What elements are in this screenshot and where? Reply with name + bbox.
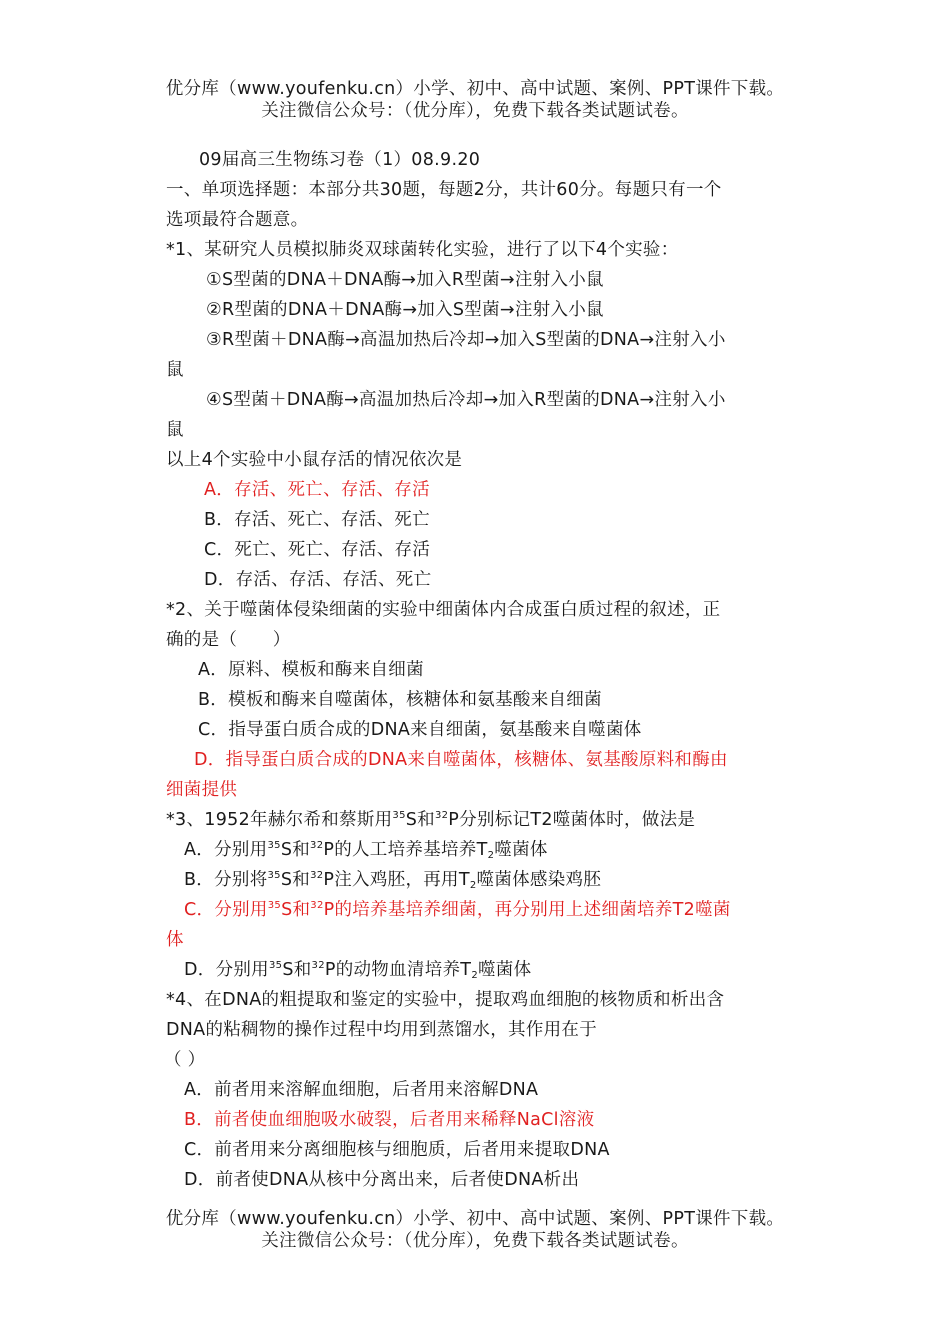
q1-option-d: D．存活、存活、存活、死亡: [204, 570, 432, 590]
q1-experiment-3-cont: 鼠: [166, 360, 184, 380]
q1-experiment-4: ④S型菌＋DNA酶→高温加热后冷却→加入R型菌的DNA→注射入小: [206, 390, 726, 410]
q2-option-d-answer: D．指导蛋白质合成的DNA来自噬菌体，核糖体、氨基酸原料和酶由: [194, 750, 728, 770]
q1-experiment-4-cont: 鼠: [166, 420, 184, 440]
section-heading-line-2: 选项最符合题意。: [166, 210, 309, 230]
header-banner-line-2: 关注微信公众号：（优分库），免费下载各类试题试卷。: [261, 101, 689, 121]
footer-banner-line-2: 关注微信公众号：（优分库），免费下载各类试题试卷。: [261, 1231, 689, 1251]
q4-stem: *4、在DNA的粗提取和鉴定的实验中，提取鸡血细胞的核物质和析出含: [166, 990, 725, 1010]
q1-option-c: C．死亡、死亡、存活、存活: [204, 540, 431, 560]
q1-option-a-answer: A．存活、死亡、存活、存活: [204, 480, 430, 500]
footer-banner-line-1: 优分库（www.youfenku.cn）小学、初中、高中试题、案例、PPT课件下载。: [165, 1209, 785, 1229]
q1-prompt: 以上4个实验中小鼠存活的情况依次是: [166, 450, 463, 470]
q2-option-d-answer-cont: 细菌提供: [166, 780, 238, 800]
q3-option-c-answer: C．分别用$^{35}$S和$^{32}$P的培养基培养细菌，再分别用上述细菌培养T2噬菌: [184, 900, 731, 920]
q1-stem: *1、某研究人员模拟肺炎双球菌转化实验，进行了以下4个实验：: [166, 240, 679, 260]
q4-option-b-answer: B．前者使血细胞吸水破裂，后者用来稀释NaCl溶液: [184, 1110, 595, 1130]
q2-option-a: A．原料、模板和酶来自细菌: [198, 660, 424, 680]
q4-option-c: C．前者用来分离细胞核与细胞质，后者用来提取DNA: [184, 1140, 610, 1160]
q2-option-b: B．模板和酶来自噬菌体，核糖体和氨基酸来自细菌: [198, 690, 602, 710]
q1-experiment-1: ①S型菌的DNA＋DNA酶→加入R型菌→注射入小鼠: [206, 270, 604, 290]
q4-stem-cont: DNA的粘稠物的操作过程中均用到蒸馏水，其作用在于: [166, 1020, 598, 1040]
header-banner-line-1: 优分库（www.youfenku.cn）小学、初中、高中试题、案例、PPT课件下载。: [165, 79, 785, 99]
q4-option-a: A．前者用来溶解血细胞，后者用来溶解DNA: [184, 1080, 539, 1100]
q2-stem-cont: 确的是（ ）: [166, 630, 291, 650]
exam-title: 09届高三生物练习卷（1）08.9.20: [199, 150, 481, 170]
q3-option-d: D．分别用$^{35}$S和$^{32}$P的动物血清培养$T_2$噬菌体: [184, 960, 532, 981]
q4-option-d: D．前者使DNA从核中分离出来，后者使DNA析出: [184, 1170, 580, 1190]
q3-option-c-answer-cont: 体: [166, 930, 184, 950]
q1-experiment-2: ②R型菌的DNA＋DNA酶→加入S型菌→注射入小鼠: [206, 300, 604, 320]
q2-stem: *2、关于噬菌体侵染细菌的实验中细菌体内合成蛋白质过程的叙述，正: [166, 600, 721, 620]
q3-option-b: B．分别将$^{35}$S和$^{32}$P注入鸡胚，再用$T_2$噬菌体感染鸡胚: [184, 870, 602, 891]
q3-stem: *3、1952年赫尔希和蔡斯用$^{35}$S和$^{32}$P分别标记T2噬菌体时，做法是: [166, 810, 696, 830]
section-heading-line-1: 一、单项选择题：本部分共30题，每题2分，共计60分。每题只有一个: [166, 180, 722, 200]
q1-experiment-3: ③R型菌＋DNA酶→高温加热后冷却→加入S型菌的DNA→注射入小: [206, 330, 726, 350]
q4-answer-blank: （ ）: [164, 1050, 206, 1070]
q3-option-a: A．分别用$^{35}$S和$^{32}$P的人工培养基培养$T_2$噬菌体: [184, 840, 548, 861]
q1-option-b: B．存活、死亡、存活、死亡: [204, 510, 430, 530]
q2-option-c: C．指导蛋白质合成的DNA来自细菌，氨基酸来自噬菌体: [198, 720, 642, 740]
